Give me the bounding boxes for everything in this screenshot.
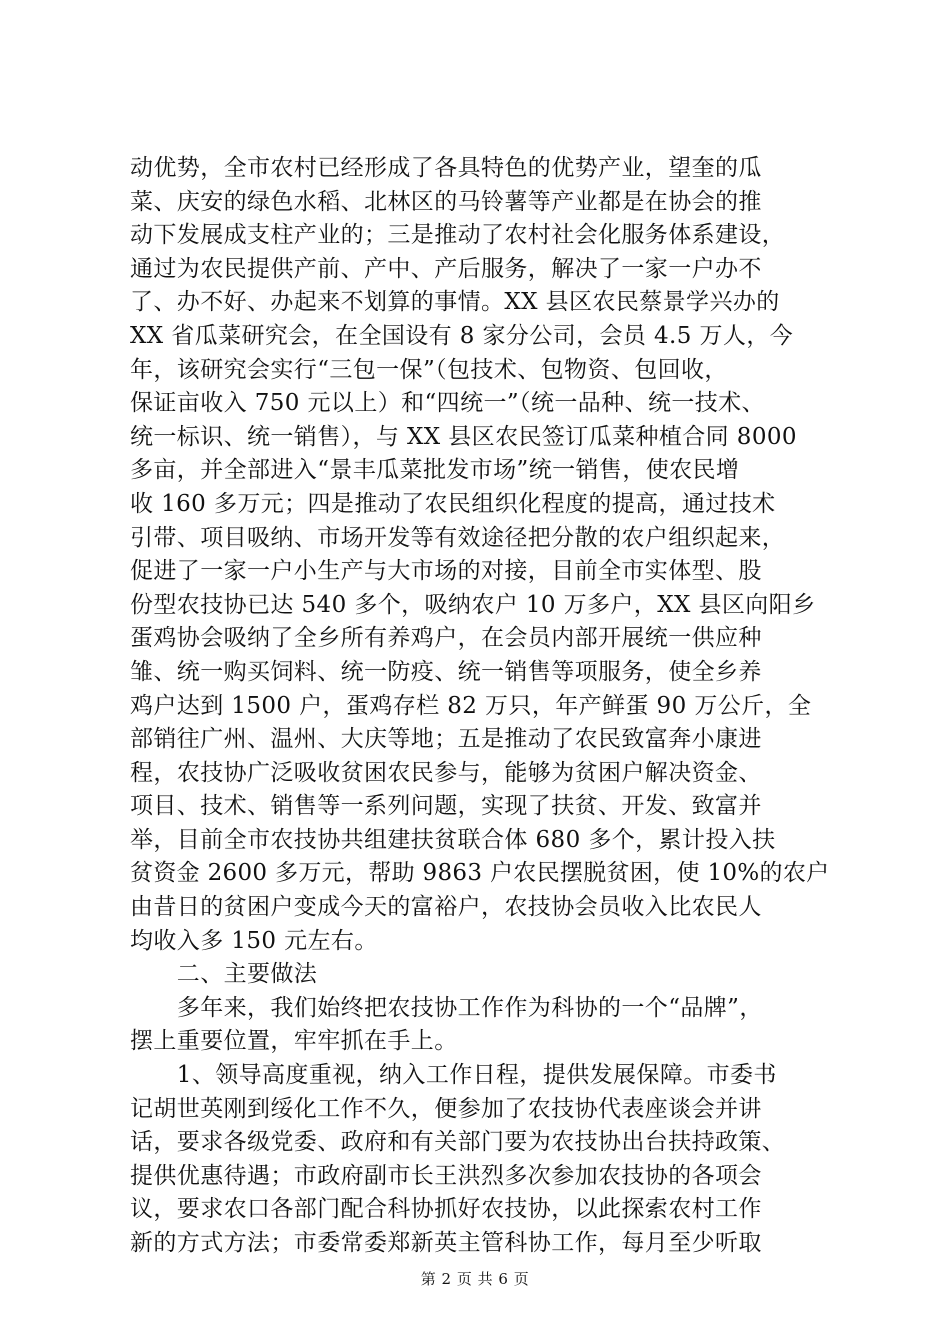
text-line: 均收入多 150 元左右。	[130, 927, 378, 954]
text-line: 话，要求各级党委、政府和有关部门要为农技协出台扶持政策、	[130, 1129, 786, 1156]
body-text	[130, 152, 830, 1261]
text-line: 动优势，全市农村已经形成了各具特色的优势产业，望奎的瓜	[130, 155, 762, 181]
text-line: 收 160 多万元；四是推动了农民组织化程度的提高，通过技术	[130, 490, 776, 517]
text-line: 鸡户达到 1500 户，蛋鸡存栏 82 万只，年产鲜蛋 90 万公斤，全	[130, 692, 812, 719]
text-line: 统一标识、统一销售），与 XX 县区农民签订瓜菜种植合同 8000	[130, 423, 797, 450]
text-line: 举，目前全市农技协共组建扶贫联合体 680 多个，累计投入扶	[130, 826, 776, 853]
text-line: 份型农技协已达 540 多个，吸纳农户 10 万多户，XX 县区向阳乡	[130, 591, 816, 618]
text-line: 部销往广州、温州、大庆等地；五是推动了农民致富奔小康进	[130, 726, 762, 753]
section-heading: 二、主要做法	[130, 961, 318, 988]
text-line: 了、办不好、办起来不划算的事情。XX 县区农民蔡景学兴办的	[130, 289, 780, 316]
text-line: 年，该研究会实行“三包一保”（包技术、包物资、包回收，	[130, 356, 728, 383]
text-line: XX 省瓜菜研究会，在全国设有 8 家分公司，会员 4.5 万人，今	[130, 322, 794, 349]
text-line: 记胡世英刚到绥化工作不久，便参加了农技协代表座谈会并讲	[130, 1095, 762, 1122]
text-line: 保证亩收入 750 元以上）和“四统一”（统一品种、统一技术、	[130, 390, 765, 417]
text-line: 摆上重要位置，牢牢抓在手上。	[130, 1028, 458, 1055]
text-line: 多亩，并全部进入“景丰瓜菜批发市场”统一销售，使农民增	[130, 457, 740, 484]
text-line: 雏、统一购买饲料、统一防疫、统一销售等项服务，使全乡养	[130, 658, 762, 685]
text-line: 促进了一家一户小生产与大市场的对接，目前全市实体型、股	[130, 558, 762, 585]
text-line: 引带、项目吸纳、市场开发等有效途径把分散的农户组织起来，	[130, 524, 786, 551]
text-line: 通过为农民提供产前、产中、产后服务，解决了一家一户办不	[130, 255, 762, 282]
text-line: 由昔日的贫困户变成今天的富裕户，农技协会员收入比农民人	[130, 894, 762, 921]
page-number-footer: 第 2 页 共 6 页	[420, 1270, 530, 1288]
text-line: 议，要求农口各部门配合科协抓好农技协，以此探索农村工作	[130, 1196, 762, 1223]
text-line: 动下发展成支柱产业的；三是推动了农村社会化服务体系建设，	[130, 222, 786, 249]
text-line: 多年来，我们始终把农技协工作作为科协的一个“品牌”，	[130, 994, 763, 1021]
text-line: 提供优惠待遇；市政府副市长王洪烈多次参加农技协的各项会	[130, 1162, 762, 1189]
text-line: 程，农技协广泛吸收贫困农民参与，能够为贫困户解决资金、	[130, 759, 762, 786]
text-line: 新的方式方法；市委常委郑新英主管科协工作，每月至少听取	[130, 1230, 762, 1256]
text-line: 贫资金 2600 多万元，帮助 9863 户农民摆脱贫困，使 10%的农户	[130, 860, 830, 887]
text-line: 蛋鸡协会吸纳了全乡所有养鸡户，在会员内部开展统一供应种	[130, 625, 762, 652]
text-line: 项目、技术、销售等一系列问题，实现了扶贫、开发、致富并	[130, 793, 762, 820]
text-line: 1、领导高度重视，纳入工作日程，提供发展保障。市委书	[130, 1062, 777, 1089]
text-line: 菜、庆安的绿色水稻、北林区的马铃薯等产业都是在协会的推	[130, 188, 762, 215]
